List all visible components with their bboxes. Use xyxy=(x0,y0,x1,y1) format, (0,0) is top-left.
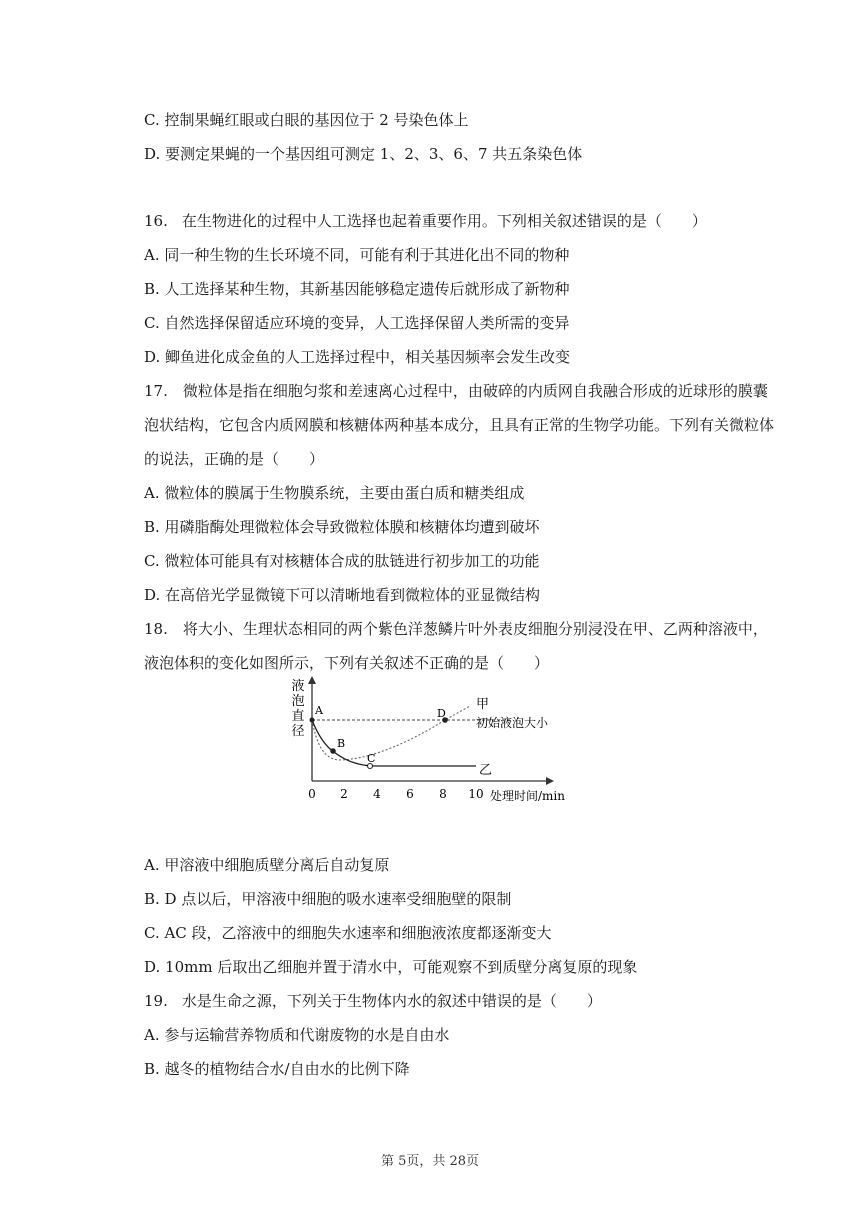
point-d-label: D xyxy=(437,707,446,720)
page-footer: 第 5页，共 28页 xyxy=(380,1154,480,1169)
q19-option-a: A. 参与运输营养物质和代谢废物的水是自由水 xyxy=(144,1026,450,1044)
q16-option-b: B. 人工选择某种生物，其新基因能够稳定遗传后就形成了新物种 xyxy=(144,280,570,298)
point-a xyxy=(310,718,315,723)
q18-number: 18. xyxy=(144,620,168,638)
series-jia-curve xyxy=(312,706,470,760)
series-yi-label: 乙 xyxy=(479,763,493,778)
q19-number: 19. xyxy=(144,992,168,1010)
q16-number: 16. xyxy=(144,212,168,230)
point-c-label: C xyxy=(367,752,376,765)
x-axis-arrow xyxy=(546,777,554,785)
x-tick-4: 4 xyxy=(373,787,381,801)
q16-option-d: D. 鲫鱼进化成金鱼的人工选择过程中，相关基因频率会发生改变 xyxy=(144,348,571,366)
initial-size-label: 初始液泡大小 xyxy=(476,716,549,730)
q15-option-c: C. 控制果蝇红眼或白眼的基因位于 2 号染色体上 xyxy=(144,111,469,129)
q17-stem-text: 微粒体是指在细胞匀浆和差速离心过程中，由破碎的内质网自我融合形成的近球形的膜囊泡状结构，它包含内质网膜和核糖体两种基本成分，且具有正常的生物学功能。下列有关微粒体的说法，正确的是（ ） xyxy=(144,382,775,468)
q17-stem xyxy=(144,374,774,476)
y-label-char-2: 泡 xyxy=(291,694,305,709)
x-tick-2: 2 xyxy=(340,787,348,801)
q17-number: 17. xyxy=(144,382,168,400)
y-label-char-4: 径 xyxy=(291,724,305,739)
q18-option-c: C. AC 段，乙溶液中的细胞失水速率和细胞液浓度都逐渐变大 xyxy=(144,924,552,942)
q16-stem xyxy=(144,211,707,231)
point-a-label: A xyxy=(315,704,323,717)
x-tick-8: 8 xyxy=(439,787,447,801)
point-b-label: B xyxy=(337,737,346,750)
q17-option-a: A. 微粒体的膜属于生物膜系统，主要由蛋白质和糖类组成 xyxy=(144,484,525,502)
q18-stem-text: 将大小、生理状态相同的两个紫色洋葱鳞片叶外表皮细胞分别浸没在甲、乙两种溶液中，液泡体积的变化如图所示，下列有关叙述不正确的是（ ） xyxy=(144,620,768,672)
q17-option-b: B. 用磷脂酶处理微粒体会导致微粒体膜和核糖体均遭到破坏 xyxy=(144,518,540,536)
x-tick-0: 0 xyxy=(308,787,316,801)
q19-option-b: B. 越冬的植物结合水/自由水的比例下降 xyxy=(144,1060,410,1078)
y-label-char-3: 直 xyxy=(291,709,305,724)
q19-stem-text: 水是生命之源，下列关于生物体内水的叙述中错误的是（ ） xyxy=(181,992,602,1010)
q18-option-b: B. D 点以后，甲溶液中细胞的吸水速率受细胞壁的限制 xyxy=(144,890,512,908)
q17-option-d: D. 在高倍光学显微镜下可以清晰地看到微粒体的亚显微结构 xyxy=(144,586,541,604)
q18-option-a: A. 甲溶液中细胞质壁分离后自动复原 xyxy=(144,856,390,874)
q15-option-d: D. 要测定果蝇的一个基因组可测定 1、2、3、6、7 共五条染色体 xyxy=(144,145,583,163)
y-axis-arrow xyxy=(308,676,316,684)
q16-option-c: C. 自然选择保留适应环境的变异，人工选择保留人类所需的变异 xyxy=(144,314,570,332)
q18-option-d: D. 10mm 后取出乙细胞并置于清水中，可能观察不到质壁分离复原的现象 xyxy=(144,958,638,976)
q16-stem-text: 在生物进化的过程中人工选择也起着重要作用。下列相关叙述错误的是（ ） xyxy=(181,212,707,230)
q16-option-a: A. 同一种生物的生长环境不同，可能有利于其进化出不同的物种 xyxy=(144,246,570,264)
q18-figure xyxy=(280,676,590,816)
x-tick-6: 6 xyxy=(406,787,414,801)
x-tick-10: 10 xyxy=(468,787,484,801)
q17-option-c: C. 微粒体可能具有对核糖体合成的肽链进行初步加工的功能 xyxy=(144,552,540,570)
q18-stem xyxy=(144,612,774,680)
series-jia-label: 甲 xyxy=(476,697,490,712)
q19-stem xyxy=(144,991,602,1011)
point-b xyxy=(330,748,336,754)
y-label-char-1: 液 xyxy=(291,679,305,694)
x-axis-label: 处理时间/min xyxy=(490,789,565,803)
